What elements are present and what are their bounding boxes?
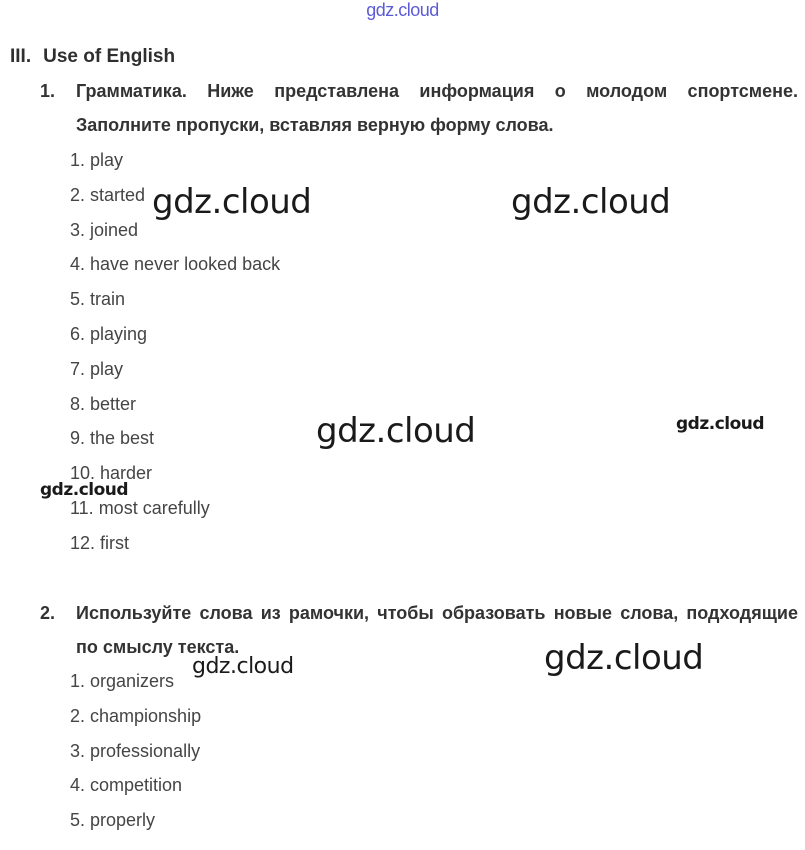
- list-item: 12. first: [70, 532, 130, 553]
- list-item: 1. play: [70, 150, 124, 170]
- list-item: 3. joined: [70, 219, 139, 240]
- watermark: gdz.cloud: [511, 182, 671, 222]
- watermark: gdz.cloud: [152, 182, 312, 222]
- task-2-number: 2.: [40, 603, 56, 623]
- section-title: Use of English: [43, 46, 176, 67]
- watermark: gdz.cloud: [316, 411, 476, 451]
- list-item: 6. playing: [70, 323, 148, 344]
- watermark: gdz.cloud: [40, 480, 129, 500]
- list-item: 2. championship: [70, 705, 202, 726]
- list-item: 10. harder: [70, 463, 153, 484]
- section-heading: [10, 46, 175, 68]
- watermark: gdz.cloud: [676, 414, 765, 434]
- list-item: 1. organizers: [70, 671, 175, 691]
- list-item: 2. started: [70, 184, 146, 205]
- list-item: 4. have never looked back: [70, 254, 281, 275]
- section-numeral: III.: [10, 46, 32, 67]
- list-item: 5. train: [70, 289, 126, 310]
- list-item: 4. competition: [70, 775, 183, 796]
- task-1-number: 1.: [40, 81, 56, 101]
- top-watermark: gdz.cloud: [366, 0, 439, 20]
- list-item: 8. better: [70, 393, 137, 414]
- task-2-answer-list: [70, 671, 201, 845]
- task-2-instruction: Используйте слова из рамочки, чтобы образовать новые слова, подходящие по смыслу текста.: [76, 603, 798, 657]
- list-item: 11. most carefully: [70, 497, 210, 518]
- list-item: 5. properly: [70, 810, 156, 831]
- task-1-instruction: Грамматика. Ниже представлена информация о молодом спортсмене. Заполните пропуски, вставляя верную форму слова.: [76, 81, 798, 135]
- list-item: 3. professionally: [70, 740, 201, 761]
- watermark: gdz.cloud: [544, 638, 704, 678]
- list-item: 9. the best: [70, 428, 155, 449]
- list-item: 7. play: [70, 358, 124, 379]
- watermark: gdz.cloud: [192, 654, 294, 679]
